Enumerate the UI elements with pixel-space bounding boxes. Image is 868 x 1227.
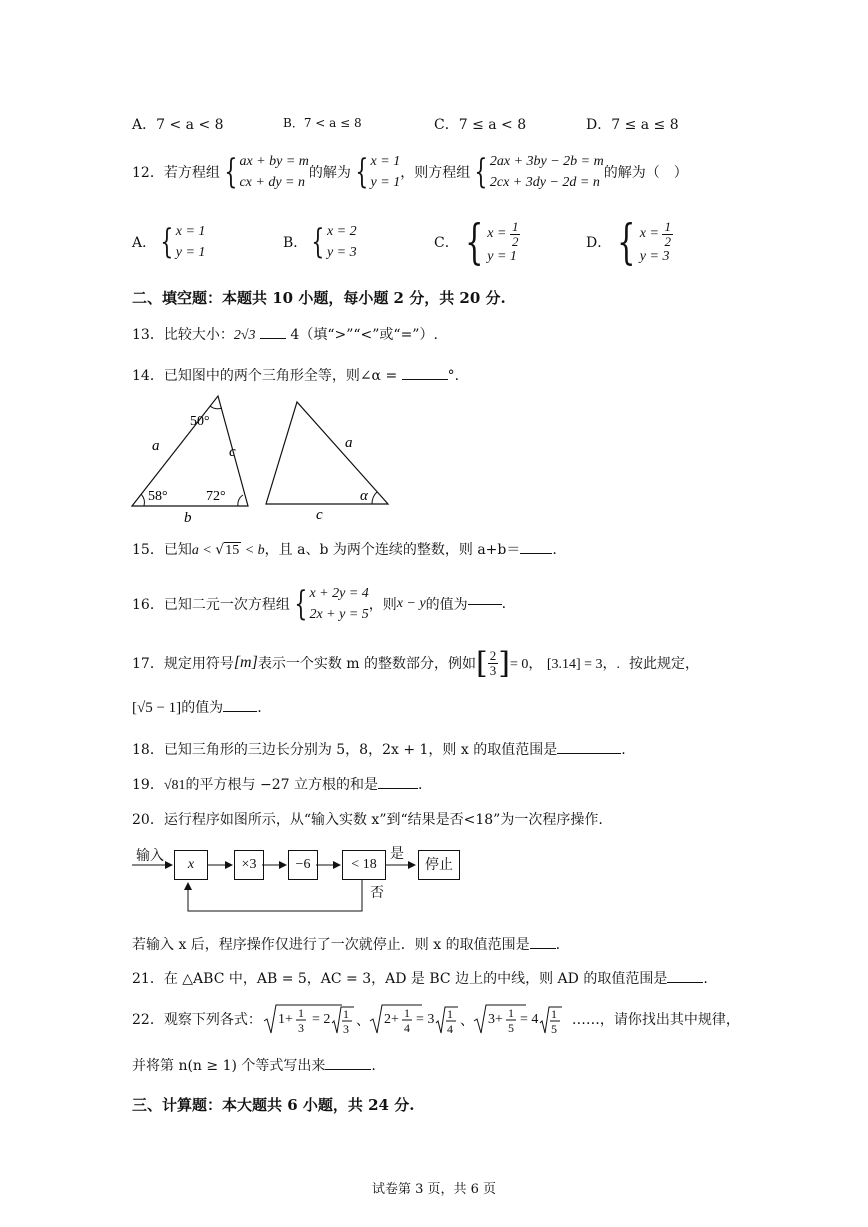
svg-text:1: 1 [403, 1006, 410, 1020]
q19-text: 的平方根与 −27 立方根的和是 [185, 777, 378, 793]
svg-text:= 3: = 3 [415, 1012, 435, 1027]
svg-text:3: 3 [342, 1022, 349, 1036]
q14-triangles-figure [120, 388, 410, 528]
q12-system-2: 2ax + 3by − 2b = m 2cx + 3dy − 2d = n [489, 154, 604, 190]
q13-expr: 2√3 [233, 328, 256, 343]
q17-line-1 [132, 643, 699, 683]
angle-label-right: 72° [206, 489, 226, 504]
svg-text:、: 、 [459, 1014, 474, 1029]
bracket-right: ] [498, 645, 510, 681]
q17-line-2 [132, 697, 262, 717]
side-label-a: a [152, 438, 160, 454]
q17-symbol: [m] [233, 654, 258, 671]
q19 [132, 774, 422, 794]
section-2-heading: 二、填空题：本题共 10 小题，每小题 2 分，共 20 分. [132, 289, 506, 307]
angle-arc [372, 492, 377, 504]
q11-option-d: D．7 ≤ a ≤ 8 [586, 117, 679, 133]
svg-text:4: 4 [446, 1022, 453, 1036]
q11-option-b: B．7 < a ≤ 8 [283, 116, 362, 130]
q22-line-2 [132, 1055, 376, 1075]
q15 [132, 539, 557, 559]
flow-yes-label: 是 [390, 846, 404, 862]
q17-desc: 表示一个实数 m 的整数部分，例如 [257, 656, 477, 672]
q15-prefix: 15．已知 [132, 542, 192, 558]
brace: { [160, 222, 174, 262]
flow-box-minus-6: −6 [288, 850, 318, 880]
angle-label-left: 58° [148, 489, 168, 504]
answer-blank [223, 711, 257, 712]
angle-label-top: 50° [190, 414, 210, 429]
q22-equations [262, 999, 572, 1039]
q15-expr-a: a < [191, 543, 216, 558]
q11-option-a: A．7 < a < 8 [132, 117, 224, 133]
q17-prefix: 17．规定用符号 [132, 656, 234, 672]
q16-system: x + 2y = 4 2x + y = 5 [309, 586, 369, 622]
flow-box-times-3: ×3 [234, 850, 264, 880]
svg-text:5: 5 [507, 1021, 514, 1035]
q13 [132, 324, 438, 344]
q17-eq0: = 0， [509, 657, 543, 672]
q17-example-2: [3.14] = 3，. [546, 657, 621, 672]
q12-prefix: 12．若方程组 [132, 165, 220, 181]
svg-text:5: 5 [550, 1022, 557, 1036]
q20-text: 20．运行程序如图所示，从“输入实数 x”到“结果是否<18”为一次程序操作. [132, 812, 603, 828]
answer-blank [530, 948, 556, 949]
q19-expr: √81 [163, 778, 186, 793]
answer-blank [260, 338, 286, 339]
answer-blank [325, 1069, 371, 1070]
q12-suffix: 的解为（ ） [603, 165, 688, 181]
q22-line2-text: 并将第 n(n ≥ 1) 个等式写出来 [132, 1058, 326, 1074]
brace: { [311, 222, 325, 262]
q19-end: . [417, 777, 423, 793]
q12-option-c: C． { x = $\frac{1}{2}$ y = 1 [434, 214, 519, 270]
q18-text: 18．已知三角形的三边长分别为 5，8，2x + 1，则 x 的取值范围是 [132, 742, 558, 758]
flow-no-label: 否 [370, 885, 384, 901]
flow-box-less-18: < 18 [342, 850, 386, 880]
svg-text:、: 、 [355, 1014, 370, 1029]
q14 [132, 365, 459, 385]
svg-text:1: 1 [507, 1006, 514, 1020]
q16-expr: x − y [396, 596, 426, 611]
option-system: x = $\frac{1}{2}$ y = 1 [487, 218, 519, 264]
q22-tail: ……，请你找出其中规律， [571, 1012, 740, 1028]
option-system: x = 2 y = 3 [326, 224, 357, 260]
section-3-heading: 三、计算题：本大题共 6 小题，共 24 分. [132, 1096, 415, 1114]
q16-suffix: 的值为 [425, 597, 468, 613]
q12-system-1: ax + by = m cx + dy = n [239, 154, 309, 190]
q16-prefix: 16．已知二元一次方程组 [132, 597, 290, 613]
answer-blank [468, 604, 502, 605]
q12-mid2: ，则方程组 [400, 165, 471, 181]
answer-blank [557, 753, 621, 754]
q14-text: 14．已知图中的两个三角形全等，则∠α = [132, 368, 398, 384]
q18-end: . [621, 742, 626, 758]
brace: { [224, 152, 238, 192]
answer-blank [667, 982, 703, 983]
option-system: x = 1 y = 1 [175, 224, 206, 260]
option-system: x = $\frac{1}{2}$ y = 3 [639, 218, 671, 264]
answer-blank [520, 553, 552, 554]
answer-blank [402, 379, 448, 380]
q17-expr: [√5 − 1] [132, 700, 182, 716]
q12-option-b: B． { x = 2 y = 3 [283, 222, 357, 262]
angle-arc [210, 406, 222, 409]
flow-box-input-x: x [174, 850, 208, 880]
q16-mid: ，则 [368, 597, 397, 613]
q13-prefix: 13．比较大小： [132, 327, 234, 343]
q12-solution: x = 1 y = 1 [370, 154, 401, 190]
q22-prefix: 22．观察下列各式： [132, 1012, 262, 1028]
svg-text:2+: 2+ [383, 1012, 399, 1027]
q22-line-1 [132, 997, 740, 1041]
svg-text:= 2: = 2 [311, 1012, 331, 1027]
fraction: $\frac{2}{3}$ [489, 647, 497, 678]
svg-text:1: 1 [446, 1007, 453, 1021]
q11-option-c: C．7 ≤ a < 8 [434, 117, 527, 133]
page-footer: 试卷第 3 页，共 6 页 [371, 1182, 497, 1197]
side-label-c: c [229, 444, 236, 460]
q20-question-text: 若输入 x 后，程序操作仅进行了一次就停止．则 x 的取值范围是 [132, 937, 530, 953]
flow-box-stop: 停止 [418, 850, 460, 880]
bracket-left: [ [476, 645, 488, 681]
fraction: $\frac{1}{2}$ [664, 218, 671, 249]
q16-end: . [501, 596, 507, 612]
angle-arc [141, 494, 144, 506]
q12-mid1: 的解为 [308, 165, 351, 181]
answer-blank [378, 788, 418, 789]
q12-question [132, 150, 688, 194]
brace: { [355, 152, 369, 192]
flow-input-label: 输入 [136, 848, 164, 864]
q12-option-a: A． { x = 1 y = 1 [132, 222, 206, 262]
q15-mid: ，且 a、b 为两个连续的整数，则 a+b＝ [264, 542, 521, 558]
q21-text: 21．在 △ABC 中，AB = 5，AC = 3，AD 是 BC 边上的中线，则 AD 的取值范围是 [132, 971, 668, 987]
svg-text:1+: 1+ [277, 1012, 293, 1027]
q22-end: . [371, 1058, 376, 1074]
q17-rule: 按此规定， [628, 656, 699, 672]
q15-expr-b: < b [241, 543, 265, 558]
q12-option-d: D． { x = $\frac{1}{2}$ y = 3 [586, 214, 671, 270]
svg-text:4: 4 [403, 1021, 410, 1035]
q16 [132, 582, 506, 626]
sqrt-sign: √ [215, 542, 225, 558]
q15-suffix: . [552, 542, 557, 558]
brace: { [294, 584, 308, 624]
q14-suffix: °. [447, 368, 460, 384]
loop-arrow [188, 880, 362, 911]
angle-arc [238, 495, 243, 506]
svg-text:1: 1 [550, 1007, 557, 1021]
svg-text:3+: 3+ [487, 1012, 503, 1027]
q21 [132, 968, 708, 988]
fraction: $\frac{1}{2}$ [511, 218, 519, 249]
svg-text:= 4: = 4 [519, 1012, 539, 1027]
angle-label-alpha: α [360, 488, 368, 504]
q20-question [132, 934, 560, 954]
brace: { [617, 214, 636, 270]
svg-text:1: 1 [297, 1006, 304, 1020]
q21-end: . [703, 971, 708, 987]
q17-suffix: 的值为 [181, 700, 224, 716]
svg-text:3: 3 [297, 1021, 304, 1035]
q20-end: . [555, 937, 561, 953]
q18 [132, 739, 626, 759]
q13-suffix: 4（填“>”“<”或“=”）. [290, 327, 438, 343]
q15-radicand: 15 [225, 543, 240, 558]
brace: { [474, 152, 488, 192]
side-label-a-2: a [345, 435, 353, 451]
triangle-2 [266, 402, 388, 504]
q19-number: 19． [132, 777, 164, 793]
side-label-c-2: c [316, 507, 323, 523]
brace: { [464, 214, 484, 270]
side-label-b: b [184, 510, 192, 526]
svg-text:1: 1 [342, 1007, 349, 1021]
q17-end: . [257, 700, 262, 716]
